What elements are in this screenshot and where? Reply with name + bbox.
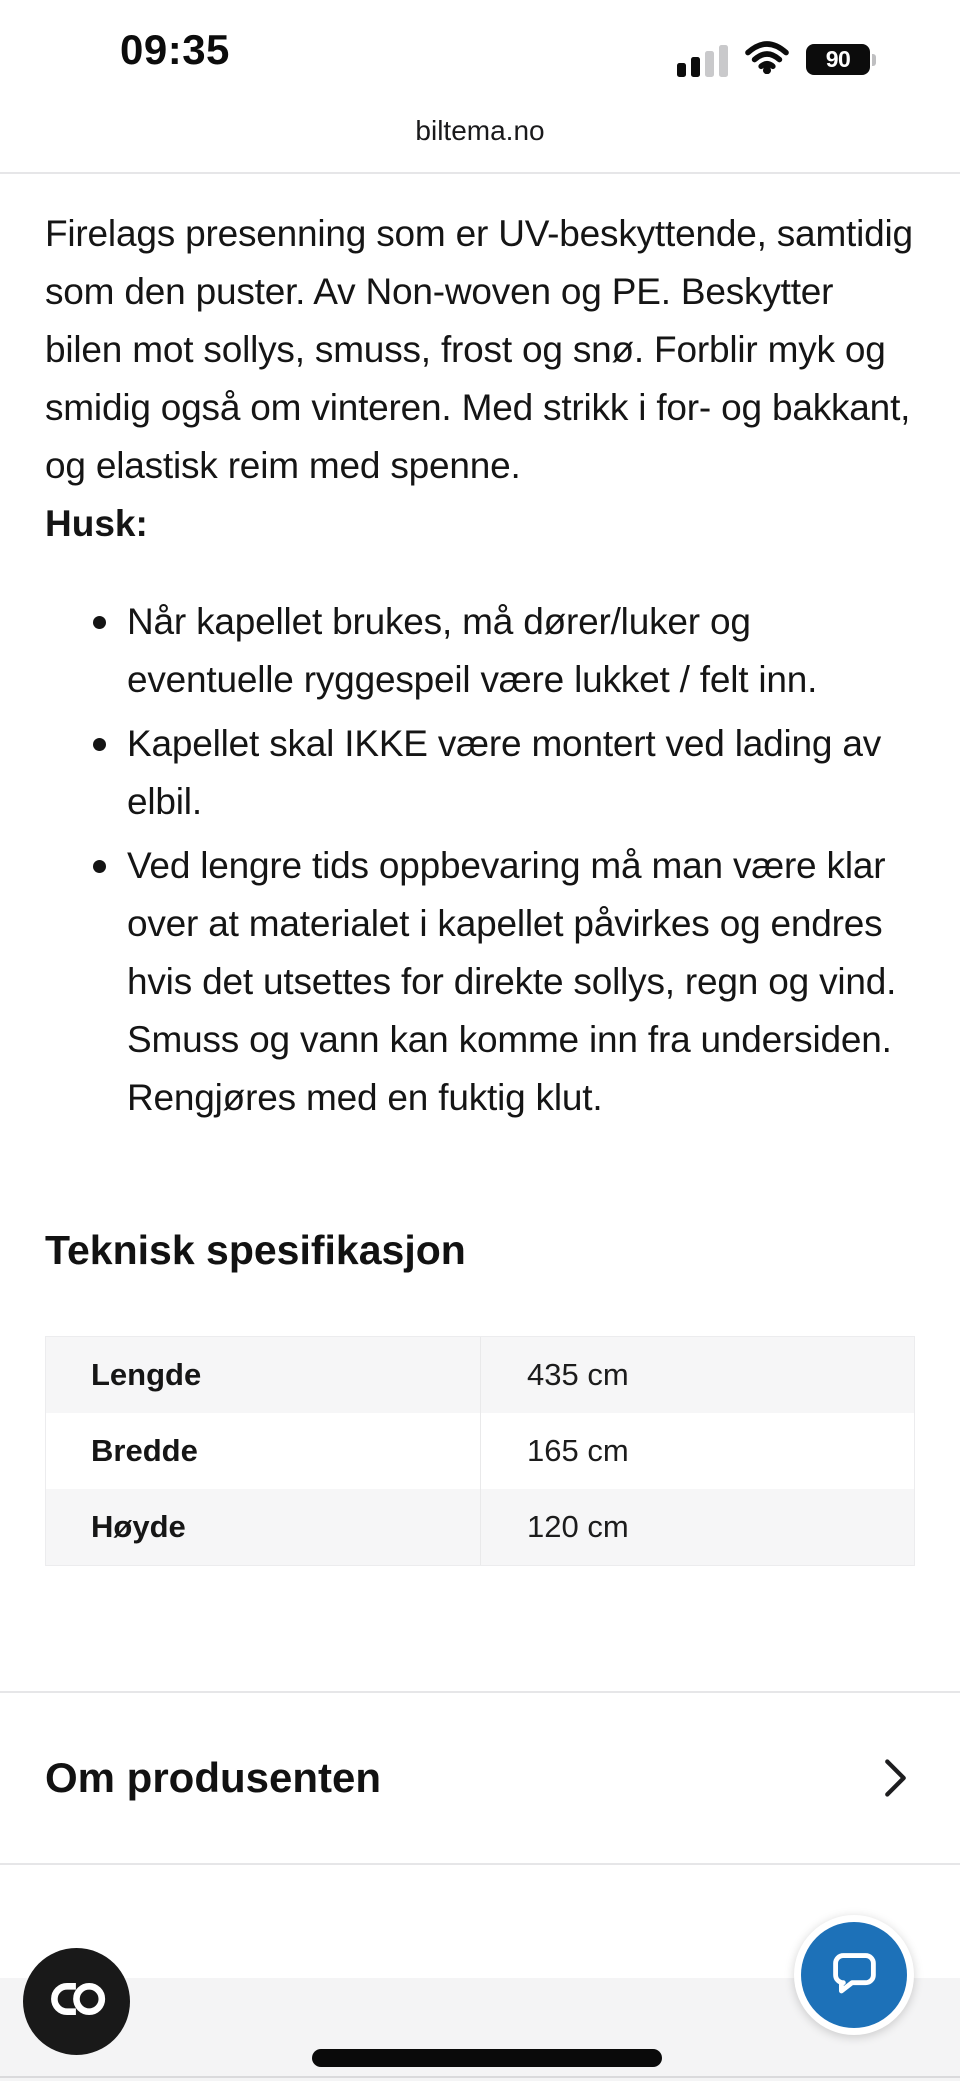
table-row (46, 1413, 914, 1489)
status-bar (0, 0, 960, 90)
chat-button-background (801, 1922, 907, 2028)
list-item (45, 593, 915, 709)
list-item-text: Ved lengre tids oppbevaring må man være klar over at materialet i kapellet påvirkes og endres hvis det utsettes for direkte sollys, regn og vind. Smuss og vann kan komme inn fra undersiden. Rengjøres med en fuktig klut. (127, 845, 897, 1118)
home-indicator[interactable] (312, 2049, 662, 2067)
list-item (45, 837, 915, 1127)
url-text: biltema.no (415, 115, 545, 146)
battery-nub (872, 54, 876, 66)
reminder-heading: Husk: (45, 503, 148, 544)
chat-button[interactable] (794, 1915, 914, 2035)
product-description: Firelags presenning som er UV-beskyttende, samtidig som den puster. Av Non-woven og PE. Beskytter bilen mot sollys, smuss, frost og snø. Forblir myk og smidig også om vinteren. Med strikk i for- og bakkant, og elastisk reim med spenne. (45, 213, 913, 486)
list-item (45, 715, 915, 831)
product-description-block (45, 174, 915, 1227)
spec-value: 165 cm (480, 1413, 914, 1489)
spec-value: 120 cm (480, 1489, 914, 1565)
spec-label: Lengde (91, 1357, 202, 1392)
list-item-text: Når kapellet brukes, må dører/luker og eventuelle ryggespeil være lukket / felt inn. (127, 601, 818, 700)
table-row (46, 1337, 914, 1413)
table-row (46, 1489, 914, 1565)
cookie-consent-icon (45, 1978, 109, 2025)
bottom-hairline (0, 2076, 960, 2078)
clock: 09:35 (120, 26, 230, 73)
section-divider (0, 1863, 960, 1865)
chat-bubble-icon (823, 1942, 885, 2009)
page-content (0, 174, 960, 1865)
spec-label: Høyde (91, 1509, 186, 1544)
cookie-consent-button[interactable] (23, 1948, 130, 2055)
about-manufacturer-link[interactable] (45, 1693, 915, 1863)
spec-label: Bredde (91, 1433, 198, 1468)
battery-icon (806, 44, 876, 75)
reminder-list (45, 593, 915, 1127)
tech-spec-heading: Teknisk spesifikasjon (45, 1227, 466, 1273)
battery-level: 90 (806, 44, 870, 75)
list-item-text: Kapellet skal IKKE være montert ved lading av elbil. (127, 723, 881, 822)
address-bar[interactable] (0, 90, 960, 172)
spec-value: 435 cm (480, 1337, 914, 1413)
chevron-right-icon (884, 1758, 907, 1798)
status-icons (677, 40, 876, 79)
wifi-icon (745, 40, 789, 79)
about-manufacturer-label: Om produsenten (45, 1754, 382, 1801)
tech-spec-table (45, 1336, 915, 1566)
cellular-signal-icon (677, 43, 728, 77)
